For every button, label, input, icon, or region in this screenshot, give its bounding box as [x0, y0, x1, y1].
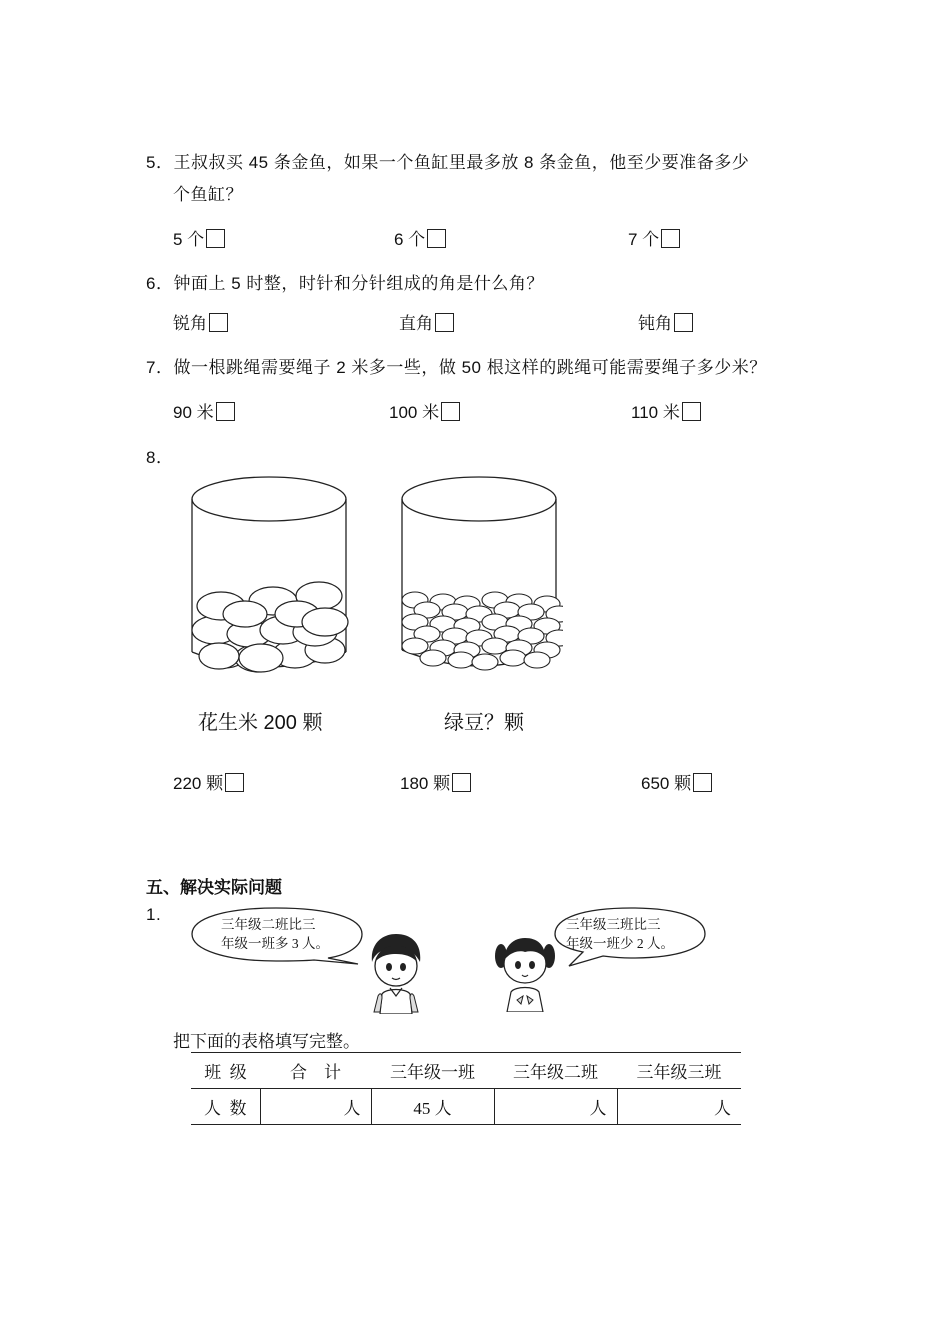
checkbox[interactable] — [206, 229, 225, 248]
option-label: 钝角 — [638, 314, 672, 333]
peanut-jar-illustration — [185, 472, 355, 682]
option-label: 90 米 — [173, 403, 214, 422]
mung-bean — [472, 654, 498, 670]
mung-bean — [448, 652, 474, 668]
mung-bean — [524, 652, 550, 668]
row-label: 人 数 — [191, 1089, 260, 1125]
option-q5-a[interactable] — [173, 225, 225, 250]
question-8-number: 8． — [146, 448, 174, 467]
option-label: 7 个 — [628, 230, 660, 249]
section-heading: 五、解决实际问题 — [146, 878, 282, 897]
table-cell-class3[interactable]: 人 — [714, 1099, 731, 1118]
bubble-line: 三年级三班比三 — [566, 917, 661, 932]
option-label: 100 米 — [389, 403, 440, 422]
option-label: 650 颗 — [641, 774, 692, 793]
question-text: 钟面上 5 时整，时针和分针组成的角是什么角？ — [173, 274, 544, 293]
mung-bean-caption: 绿豆？颗 — [444, 712, 524, 734]
question-5-continuation: 个鱼缸？ — [173, 185, 243, 204]
table-header: 三年级二班 — [513, 1063, 598, 1082]
option-q8-c[interactable] — [641, 769, 712, 794]
mung-bean — [420, 650, 446, 666]
checkbox[interactable] — [661, 229, 680, 248]
table-cell-class2[interactable]: 人 — [494, 1089, 617, 1125]
question-5 — [146, 148, 749, 173]
question-text: 做一根跳绳需要绳子 2 米多一些，做 50 根这样的跳绳可能需要绳子多少米？ — [173, 358, 767, 377]
bubble-line: 年级一班多 3 人。 — [221, 936, 329, 951]
table-cell-total[interactable]: 人 — [260, 1089, 371, 1125]
option-label: 180 颗 — [400, 774, 451, 793]
option-q7-c[interactable] — [631, 398, 701, 423]
option-q7-b[interactable] — [389, 398, 460, 423]
checkbox[interactable] — [435, 313, 454, 332]
question-number: 6． — [146, 274, 174, 293]
checkbox[interactable] — [209, 313, 228, 332]
checkbox[interactable] — [441, 402, 460, 421]
mung-bean-jar-illustration — [393, 472, 563, 682]
question-1-number: 1. — [146, 905, 162, 924]
table-cell-class1: 45 人 — [371, 1089, 494, 1125]
bubble-line: 三年级二班比三 — [221, 917, 316, 932]
option-q8-a[interactable] — [173, 769, 244, 794]
table-header: 合 计 — [290, 1063, 341, 1082]
table-header-row — [191, 1053, 741, 1089]
mung-bean — [500, 650, 526, 666]
checkbox[interactable] — [452, 773, 471, 792]
table-row — [191, 1089, 741, 1125]
option-label: 110 米 — [631, 403, 680, 422]
option-label: 220 颗 — [173, 774, 224, 793]
option-q5-b[interactable] — [394, 225, 446, 250]
option-label: 5 个 — [173, 230, 205, 249]
girl-bubble-text — [566, 915, 674, 953]
checkbox[interactable] — [674, 313, 693, 332]
option-label: 锐角 — [173, 314, 207, 333]
class-table — [191, 1052, 741, 1125]
checkbox[interactable] — [427, 229, 446, 248]
table-header: 班 级 — [204, 1063, 247, 1082]
question-6 — [146, 269, 544, 294]
table-header: 三年级三班 — [636, 1063, 722, 1082]
option-q8-b[interactable] — [400, 769, 471, 794]
checkbox[interactable] — [693, 773, 712, 792]
option-q5-c[interactable] — [628, 225, 680, 250]
option-label: 直角 — [399, 314, 433, 333]
option-q6-c[interactable] — [638, 309, 693, 334]
boy-character-icon — [366, 932, 426, 1014]
question-text: 王叔叔买 45 条金鱼，如果一个鱼缸里最多放 8 条金鱼，他至少要准备多少 — [173, 153, 750, 172]
boy-bubble-text — [221, 915, 329, 953]
question-number: 7． — [146, 358, 174, 377]
option-q6-b[interactable] — [399, 309, 454, 334]
checkbox[interactable] — [216, 402, 235, 421]
table-instruction: 把下面的表格填写完整。 — [173, 1032, 360, 1051]
question-7 — [146, 353, 767, 378]
question-number: 5． — [146, 153, 174, 172]
girl-character-icon — [495, 934, 555, 1012]
table-header: 三年级一班 — [390, 1063, 475, 1082]
bubble-line: 年级一班少 2 人。 — [566, 936, 674, 951]
checkbox[interactable] — [225, 773, 244, 792]
option-label: 6 个 — [394, 230, 426, 249]
checkbox[interactable] — [682, 402, 701, 421]
option-q6-a[interactable] — [173, 309, 228, 334]
peanut-caption: 花生米 200 颗 — [198, 712, 323, 734]
option-q7-a[interactable] — [173, 398, 235, 423]
